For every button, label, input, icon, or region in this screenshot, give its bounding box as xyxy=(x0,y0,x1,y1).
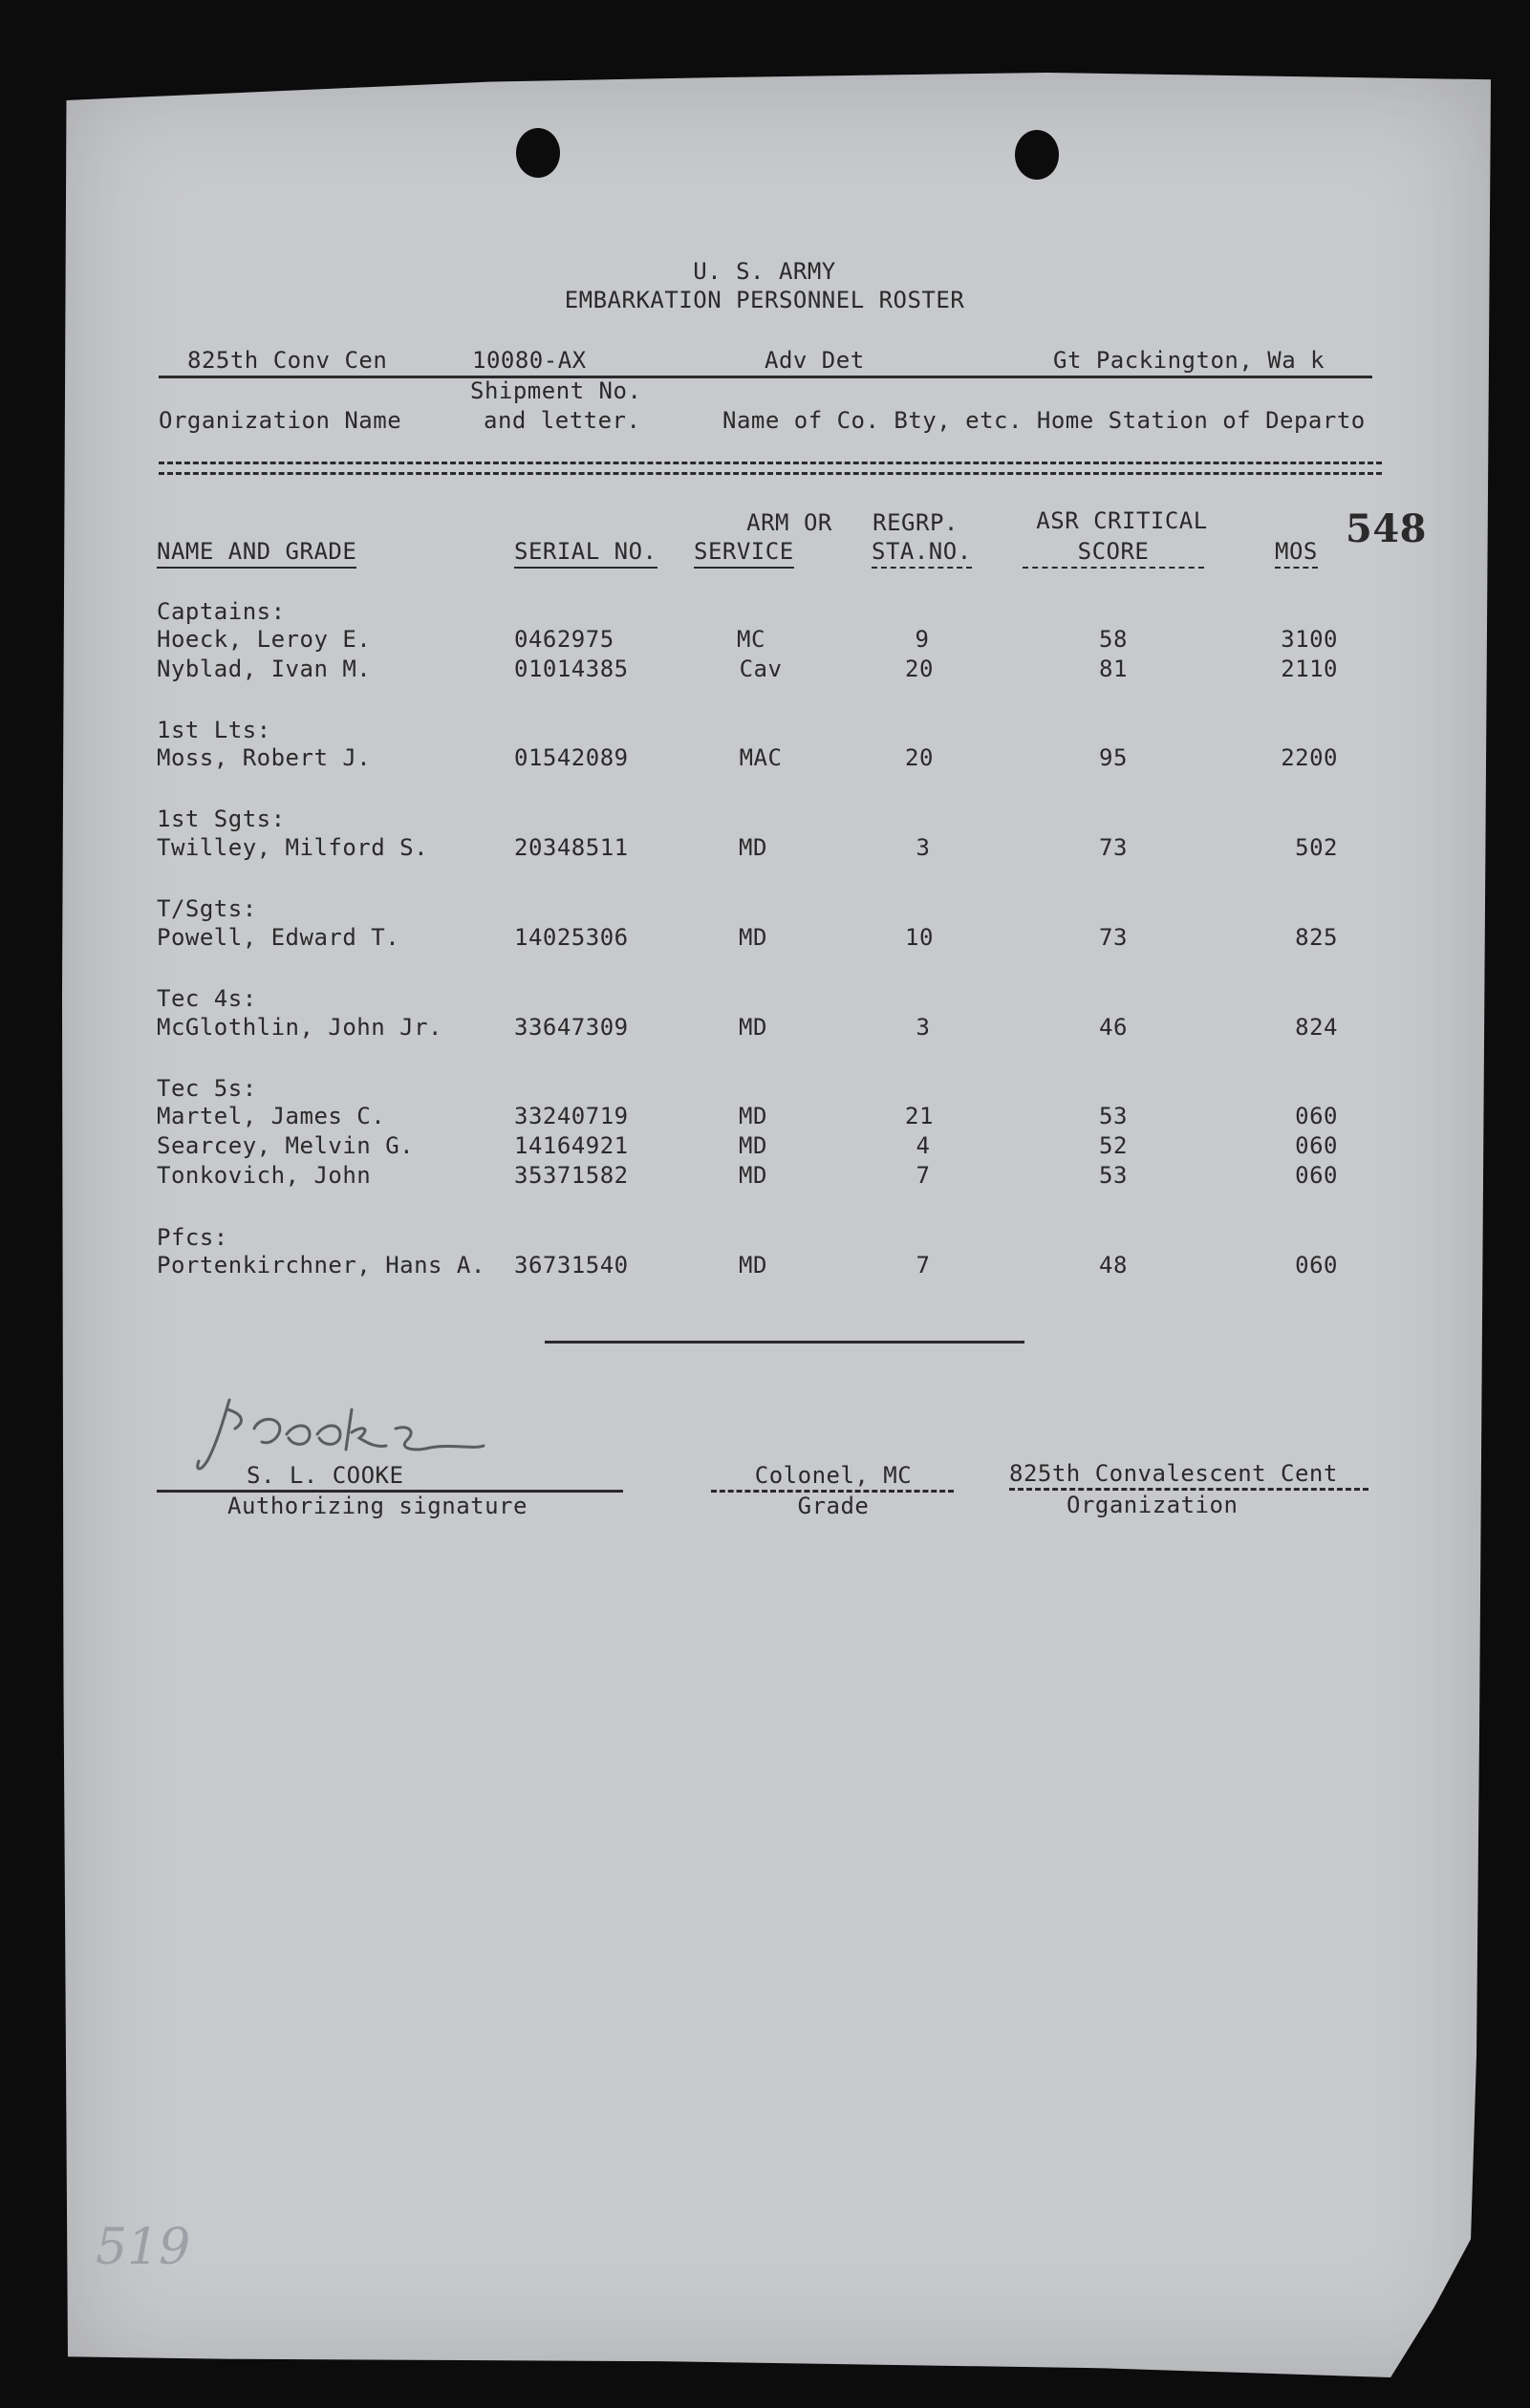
group-title: 1st Lts: xyxy=(157,717,271,743)
row-name: Twilley, Milford S. xyxy=(157,834,429,861)
row-mos: 824 xyxy=(1295,1014,1338,1041)
shipment-label-2: and letter. xyxy=(484,407,641,434)
row-asr: 58 xyxy=(1099,626,1128,653)
row-asr: 73 xyxy=(1099,834,1128,861)
col-regrp-2: STA.NO. xyxy=(872,538,972,569)
org-line-underline xyxy=(159,376,1372,378)
row-regrp: 9 xyxy=(915,626,930,653)
col-regrp-1: REGRP. xyxy=(873,509,959,536)
row-asr: 95 xyxy=(1099,744,1128,771)
row-arm: MC xyxy=(737,626,765,653)
separator-bottom xyxy=(159,472,1382,475)
row-arm: MD xyxy=(739,1132,767,1159)
row-regrp: 20 xyxy=(905,656,934,682)
group-title: Pfcs: xyxy=(157,1224,228,1251)
row-regrp: 21 xyxy=(905,1103,934,1129)
row-regrp: 4 xyxy=(916,1132,931,1159)
punch-hole-right xyxy=(1015,130,1059,180)
shipment-value: 10080-AX xyxy=(472,347,587,374)
row-name: Tonkovich, John xyxy=(157,1162,372,1189)
row-arm: MAC xyxy=(739,744,783,771)
row-arm: MD xyxy=(739,1103,767,1129)
org-name-label: Organization Name xyxy=(159,407,402,434)
company-value: Adv Det xyxy=(765,347,865,374)
row-mos: 060 xyxy=(1295,1252,1338,1279)
row-serial: 0462975 xyxy=(514,626,614,653)
group-title: Tec 5s: xyxy=(157,1075,257,1102)
row-serial: 35371582 xyxy=(514,1162,629,1189)
row-mos: 060 xyxy=(1295,1162,1338,1189)
row-serial: 14164921 xyxy=(514,1132,629,1159)
row-arm: Cav xyxy=(739,656,783,682)
corner-mark: 519 xyxy=(96,2219,191,2276)
row-arm: MD xyxy=(739,834,767,861)
header-subtitle: EMBARKATION PERSONNEL ROSTER xyxy=(564,287,965,313)
row-mos: 825 xyxy=(1295,924,1338,951)
row-name: Moss, Robert J. xyxy=(157,744,372,771)
row-arm: MD xyxy=(739,1252,767,1279)
row-serial: 33240719 xyxy=(514,1103,629,1129)
end-of-list-rule xyxy=(545,1341,1024,1344)
row-mos: 2200 xyxy=(1281,744,1338,771)
row-arm: MD xyxy=(739,1162,767,1189)
organization-label: Organization xyxy=(1067,1492,1239,1518)
row-asr: 48 xyxy=(1099,1252,1128,1279)
row-name: Hoeck, Leroy E. xyxy=(157,626,372,653)
col-asr-1: ASR CRITICAL xyxy=(1036,507,1208,534)
group-title: 1st Sgts: xyxy=(157,806,286,832)
row-name: Searcey, Melvin G. xyxy=(157,1132,415,1159)
punch-hole-left xyxy=(516,128,560,178)
row-mos: 060 xyxy=(1295,1132,1338,1159)
header-title: U. S. ARMY xyxy=(693,258,836,285)
row-asr: 53 xyxy=(1099,1162,1128,1189)
col-mos: MOS xyxy=(1275,538,1318,569)
separator-top xyxy=(159,462,1382,464)
organization-value: 825th Convalescent Cent xyxy=(1009,1460,1338,1487)
page-number: 548 xyxy=(1346,506,1427,551)
col-asr-2: SCORE xyxy=(1023,538,1204,569)
org-name-value: 825th Conv Cen xyxy=(187,347,388,374)
col-serial: SERIAL NO. xyxy=(514,538,657,569)
group-title: Tec 4s: xyxy=(157,985,257,1012)
row-name: Portenkirchner, Hans A. xyxy=(157,1252,485,1279)
row-serial: 20348511 xyxy=(514,834,629,861)
row-serial: 01014385 xyxy=(514,656,629,682)
row-serial: 14025306 xyxy=(514,924,629,951)
row-name: Martel, James C. xyxy=(157,1103,386,1129)
row-name: Nyblad, Ivan M. xyxy=(157,656,372,682)
col-name: NAME AND GRADE xyxy=(157,538,356,569)
row-serial: 01542089 xyxy=(514,744,629,771)
col-arm-2: SERVICE xyxy=(694,538,794,569)
organization-underline xyxy=(1009,1488,1368,1491)
row-regrp: 10 xyxy=(905,924,934,951)
shipment-label-1: Shipment No. xyxy=(470,377,642,404)
row-asr: 52 xyxy=(1099,1132,1128,1159)
row-regrp: 3 xyxy=(916,834,931,861)
signature-label: Authorizing signature xyxy=(227,1493,528,1519)
row-regrp: 7 xyxy=(916,1252,931,1279)
row-mos: 060 xyxy=(1295,1103,1338,1129)
row-asr: 53 xyxy=(1099,1103,1128,1129)
company-station-label: Name of Co. Bty, etc. Home Station of Departo xyxy=(722,407,1366,434)
row-asr: 46 xyxy=(1099,1014,1128,1041)
row-regrp: 3 xyxy=(916,1014,931,1041)
row-serial: 33647309 xyxy=(514,1014,629,1041)
row-mos: 3100 xyxy=(1281,626,1338,653)
grade-value: Colonel, MC xyxy=(754,1462,913,1489)
row-regrp: 7 xyxy=(916,1162,931,1189)
row-arm: MD xyxy=(739,1014,767,1041)
row-name: McGlothlin, John Jr. xyxy=(157,1014,442,1041)
row-mos: 2110 xyxy=(1281,656,1338,682)
row-asr: 73 xyxy=(1099,924,1128,951)
group-title: Captains: xyxy=(157,598,286,625)
row-name: Powell, Edward T. xyxy=(157,924,400,951)
col-arm-1: ARM OR xyxy=(746,509,832,536)
row-mos: 502 xyxy=(1295,834,1338,861)
row-serial: 36731540 xyxy=(514,1252,629,1279)
station-value: Gt Packington, Wa k xyxy=(1053,347,1325,374)
row-asr: 81 xyxy=(1099,656,1128,682)
row-regrp: 20 xyxy=(905,744,934,771)
signer-name: S. L. COOKE xyxy=(247,1462,404,1489)
row-arm: MD xyxy=(739,924,767,951)
grade-label: Grade xyxy=(797,1493,870,1519)
group-title: T/Sgts: xyxy=(157,895,257,922)
